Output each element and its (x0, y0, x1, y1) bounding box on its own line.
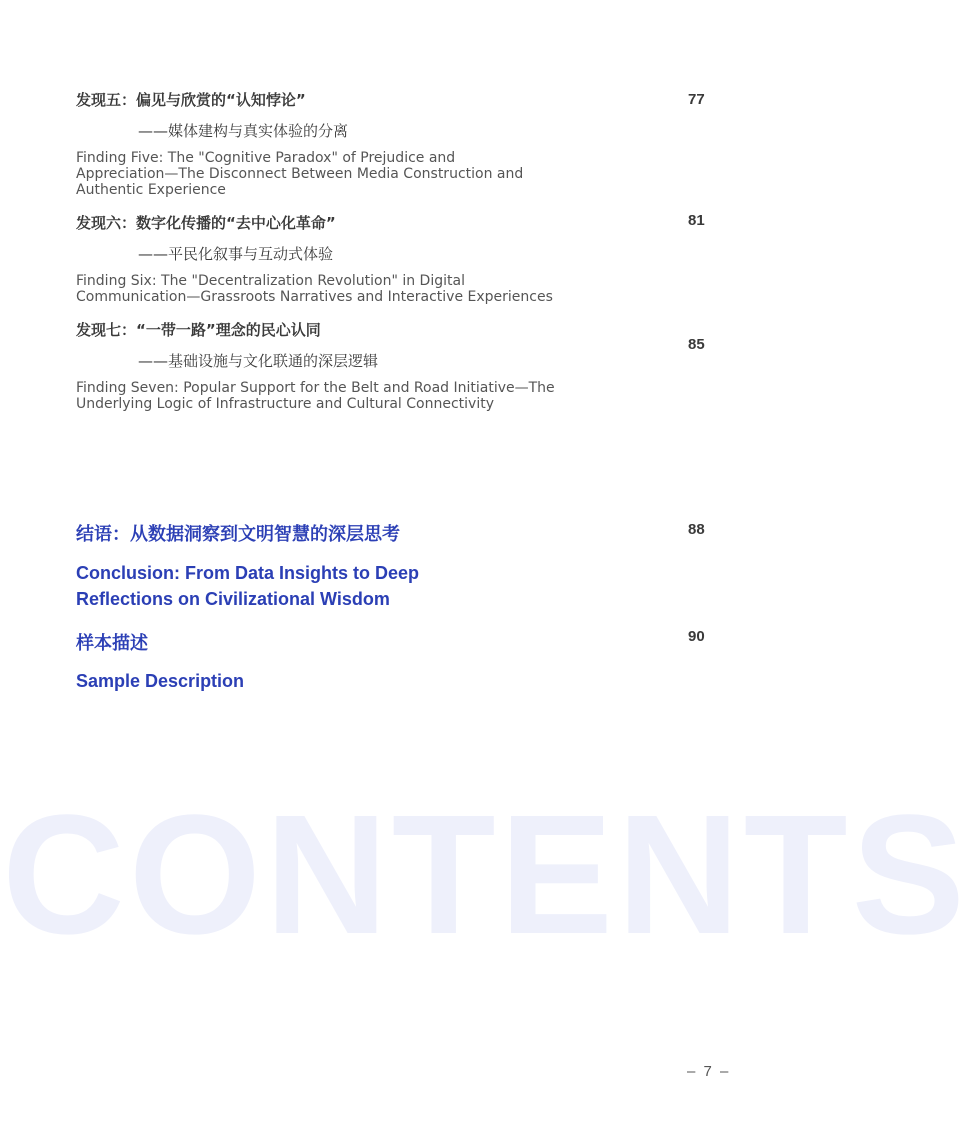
entry-zh-title: 发现五：偏见与欣赏的“认知悖论” (76, 91, 306, 109)
page-footer-number: – 7 – (687, 1063, 731, 1080)
sample-page-number: 90 (688, 628, 705, 645)
entry-page-number: 85 (688, 336, 705, 353)
contents-watermark: CONTENTS (2, 780, 969, 970)
entry-zh-title: 发现七：“一带一路”理念的民心认同 (76, 321, 321, 339)
entry-en-title: Finding Seven: Popular Support for the Belt and Road Initiative—The Underlying Logic of Infrastructure and Cultural Connectivity (76, 380, 555, 412)
toc-entry-finding-six[interactable] (76, 212, 636, 305)
toc-entry-finding-five[interactable] (76, 89, 636, 198)
entry-en-title: Finding Five: The "Cognitive Paradox" of Prejudice and Appreciation—The Disconnect Between Media Construction and Authentic Experience (76, 150, 524, 198)
entry-zh-title: 发现六：数字化传播的“去中心化革命” (76, 214, 336, 232)
entry-zh-subtitle: ——平民化叙事与互动式体验 (138, 245, 334, 263)
toc-entry-conclusion-zh[interactable]: 结语：从数据洞察到文明智慧的深层思考 (76, 524, 400, 545)
conclusion-page-number: 88 (688, 521, 705, 538)
toc-entry-conclusion-en[interactable]: Conclusion: From Data Insights to Deep Reflections on Civilizational Wisdom (76, 563, 420, 609)
entry-zh-subtitle: ——媒体建构与真实体验的分离 (138, 122, 349, 140)
entry-page-number: 77 (688, 91, 705, 108)
toc-entry-finding-seven[interactable] (76, 319, 636, 412)
entry-zh-subtitle: ——基础设施与文化联通的深层逻辑 (138, 352, 379, 370)
toc-entry-sample-en[interactable]: Sample Description (76, 671, 245, 691)
entry-en-title: Finding Six: The "Decentralization Revolution" in Digital Communication—Grassroots Narratives and Interactive Experiences (76, 273, 553, 305)
toc-entry-sample-zh[interactable]: 样本描述 (76, 633, 148, 654)
entry-page-number: 81 (688, 212, 705, 229)
